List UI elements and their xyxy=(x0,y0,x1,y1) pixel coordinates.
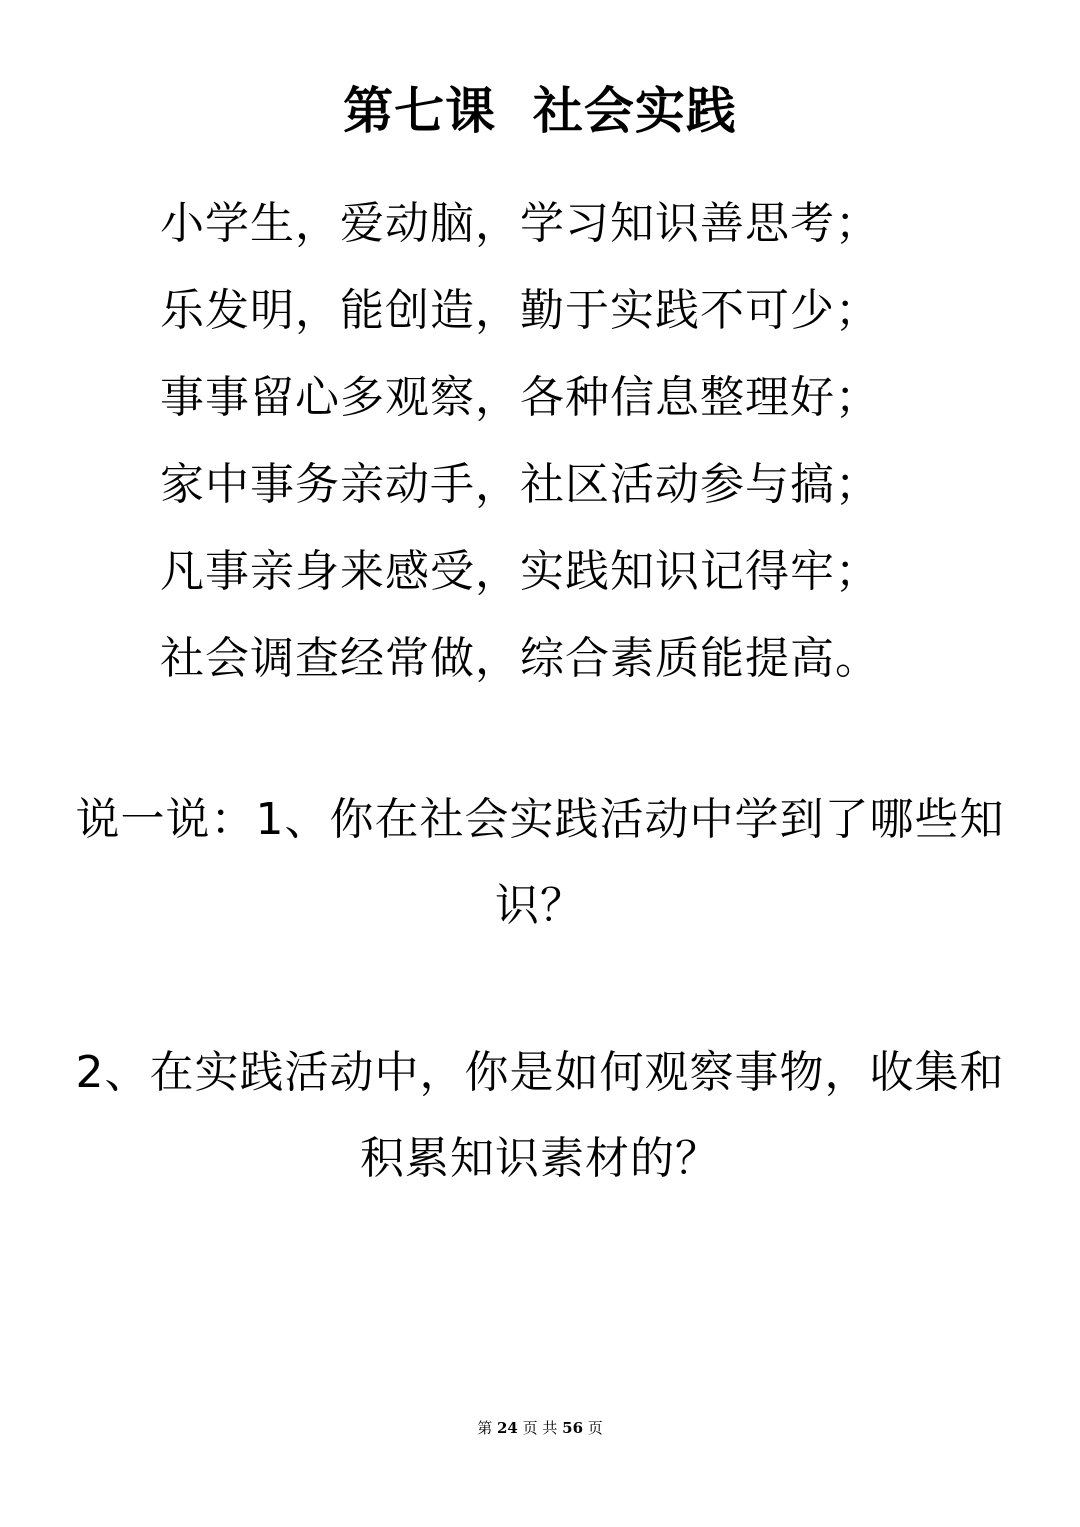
verse-line: 乐发明，能创造，勤于实践不可少； xyxy=(160,285,880,336)
footer-middle: 页 共 xyxy=(517,1419,563,1437)
verse-line: 家中事务亲动手，社区活动参与搞； xyxy=(160,459,880,510)
verse-line: 社会调查经常做，综合素质能提高。 xyxy=(160,633,880,684)
footer-prefix: 第 xyxy=(477,1419,497,1437)
verse-block xyxy=(160,180,920,702)
total-page-count: 56 xyxy=(562,1419,584,1437)
footer-suffix: 页 xyxy=(583,1419,603,1437)
page-footer xyxy=(0,1416,1080,1440)
verse-line: 事事留心多观察，各种信息整理好； xyxy=(160,372,880,423)
discussion-question-1: 说一说：1、你在社会实践活动中学到了哪些知识？ xyxy=(75,794,1005,931)
verse-line: 小学生，爱动脑，学习知识善思考； xyxy=(160,198,880,249)
current-page-number: 24 xyxy=(496,1419,518,1437)
lesson-title: 第七课 社会实践 xyxy=(343,82,737,140)
discussion-question-2: 2、在实践活动中，你是如何观察事物，收集和积累知识素材的？ xyxy=(75,1047,1005,1184)
verse-line: 凡事亲身来感受，实践知识记得牢； xyxy=(160,546,880,597)
